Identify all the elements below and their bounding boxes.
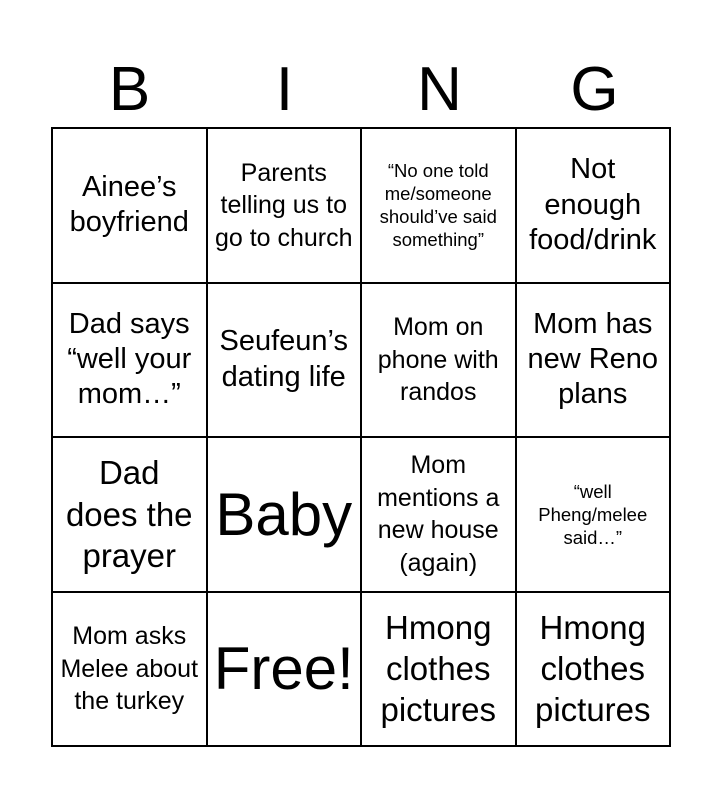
- cell-text: Not enough food/drink: [529, 153, 657, 256]
- cell-text: “well Pheng/melee said…”: [538, 480, 648, 548]
- cell-text: Mom has new Reno plans: [527, 307, 659, 411]
- bingo-cell-r1c3[interactable]: [362, 129, 517, 284]
- bingo-board: [51, 127, 671, 747]
- cell-text: Mom mentions a new house (again): [377, 451, 500, 577]
- header-letter-n: N: [417, 55, 462, 124]
- bingo-cell-r3c4[interactable]: [517, 438, 672, 593]
- bingo-cell-r4c3[interactable]: [362, 593, 517, 748]
- bingo-cell-r1c1[interactable]: [53, 129, 208, 284]
- bingo-cell-r3c3[interactable]: [362, 438, 517, 593]
- cell-text: Mom asks Melee about the turkey: [60, 622, 199, 715]
- bingo-cell-r1c4[interactable]: [517, 129, 672, 284]
- bingo-cell-r3c2[interactable]: [208, 438, 363, 593]
- cell-text: Parents telling us to go to church: [214, 158, 353, 252]
- bingo-cell-r3c1[interactable]: [53, 438, 208, 593]
- header-letter-g: G: [570, 55, 619, 124]
- cell-text: “No one told me/someone should’ve said something”: [379, 160, 497, 251]
- cell-text: Mom on phone with randos: [377, 313, 499, 406]
- bingo-cell-r4c4[interactable]: [517, 593, 672, 748]
- bingo-cell-r2c3[interactable]: [362, 284, 517, 439]
- bingo-cell-r2c2[interactable]: [208, 284, 363, 439]
- cell-text: Hmong clothes pictures: [534, 608, 651, 729]
- cell-text: Seufeun’s dating life: [219, 325, 348, 393]
- bingo-cell-r4c1[interactable]: [53, 593, 208, 748]
- bingo-cell-r1c2[interactable]: [208, 129, 363, 284]
- bingo-cell-r2c4[interactable]: [517, 284, 672, 439]
- cell-text: Dad does the prayer: [65, 454, 193, 574]
- header-letter-b: B: [108, 55, 151, 124]
- cell-text: Dad says “well your mom…”: [67, 307, 192, 411]
- cell-text: Hmong clothes pictures: [380, 608, 497, 729]
- bingo-free-space[interactable]: [208, 593, 363, 748]
- cell-text: Ainee’s boyfriend: [69, 170, 189, 239]
- bingo-header: [52, 52, 672, 128]
- cell-text: Free!: [213, 635, 354, 703]
- header-letter-i: I: [275, 55, 294, 124]
- bingo-cell-r2c1[interactable]: [53, 284, 208, 439]
- cell-text: Baby: [215, 480, 353, 548]
